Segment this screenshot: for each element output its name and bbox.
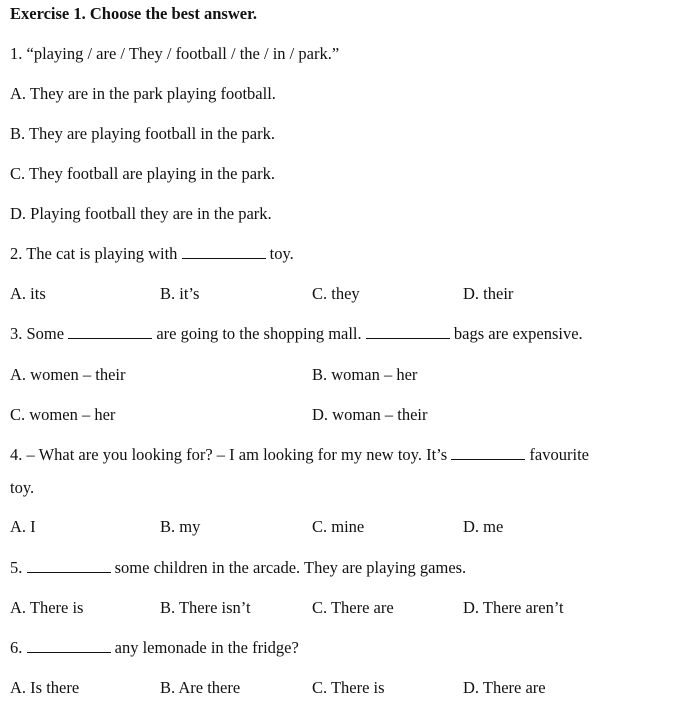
question-3-text [10, 324, 583, 344]
question-2-option-a[interactable]: A. its [10, 284, 46, 303]
question-6-blank[interactable] [27, 638, 111, 653]
question-5-blank[interactable] [27, 558, 111, 573]
question-6-text-before: 6. [10, 638, 23, 657]
question-6-option-c[interactable]: C. There is [312, 678, 385, 697]
exercise-title: Exercise 1. Choose the best answer. [10, 4, 258, 23]
question-2-option-d[interactable]: D. their [463, 284, 514, 303]
question-1-text: 1. “playing / are / They / football / the / in / park.” [10, 44, 340, 63]
question-3-text-before: 3. Some [10, 324, 65, 343]
question-4-blank[interactable] [451, 445, 525, 460]
question-3-option-c[interactable]: C. women – her [10, 405, 116, 424]
question-5-option-a[interactable]: A. There is [10, 598, 84, 617]
question-5-text-after: some children in the arcade. They are playing games. [114, 558, 467, 577]
question-6-text [10, 638, 299, 658]
question-3-option-d[interactable]: D. woman – their [312, 405, 428, 424]
question-3-blank-1[interactable] [68, 324, 152, 339]
question-2-option-b[interactable]: B. it’s [160, 284, 200, 303]
question-3-option-b[interactable]: B. woman – her [312, 365, 418, 384]
question-1-option-d[interactable]: D. Playing football they are in the park. [10, 204, 272, 223]
question-4-text [10, 445, 589, 465]
question-3-option-a[interactable]: A. women – their [10, 365, 126, 384]
question-1-option-a[interactable]: A. They are in the park playing football. [10, 84, 276, 103]
question-6-text-after: any lemonade in the fridge? [114, 638, 299, 657]
question-5-text [10, 558, 466, 578]
question-4-option-a[interactable]: A. I [10, 517, 36, 536]
question-4-text-continuation: toy. [10, 478, 35, 497]
question-2-blank[interactable] [182, 244, 266, 259]
question-3-text-middle: are going to the shopping mall. [156, 324, 362, 343]
question-4-text-after: favourite [529, 445, 589, 464]
question-4-option-d[interactable]: D. me [463, 517, 504, 536]
question-1-option-c[interactable]: C. They football are playing in the park. [10, 164, 275, 183]
question-2-text-before: 2. The cat is playing with [10, 244, 178, 263]
question-2-text [10, 244, 294, 264]
question-5-text-before: 5. [10, 558, 23, 577]
question-3-text-after: bags are expensive. [453, 324, 583, 343]
question-5-option-d[interactable]: D. There aren’t [463, 598, 564, 617]
question-6-option-a[interactable]: A. Is there [10, 678, 80, 697]
question-3-blank-2[interactable] [366, 324, 450, 339]
question-1-option-b[interactable]: B. They are playing football in the park. [10, 124, 275, 143]
question-4-option-c[interactable]: C. mine [312, 517, 365, 536]
question-2-text-after: toy. [269, 244, 294, 263]
question-6-option-d[interactable]: D. There are [463, 678, 546, 697]
question-4-text-before: 4. – What are you looking for? – I am looking for my new toy. It’s [10, 445, 448, 464]
question-2-option-c[interactable]: C. they [312, 284, 360, 303]
question-6-option-b[interactable]: B. Are there [160, 678, 241, 697]
question-5-option-b[interactable]: B. There isn’t [160, 598, 251, 617]
question-4-option-b[interactable]: B. my [160, 517, 201, 536]
question-5-option-c[interactable]: C. There are [312, 598, 394, 617]
